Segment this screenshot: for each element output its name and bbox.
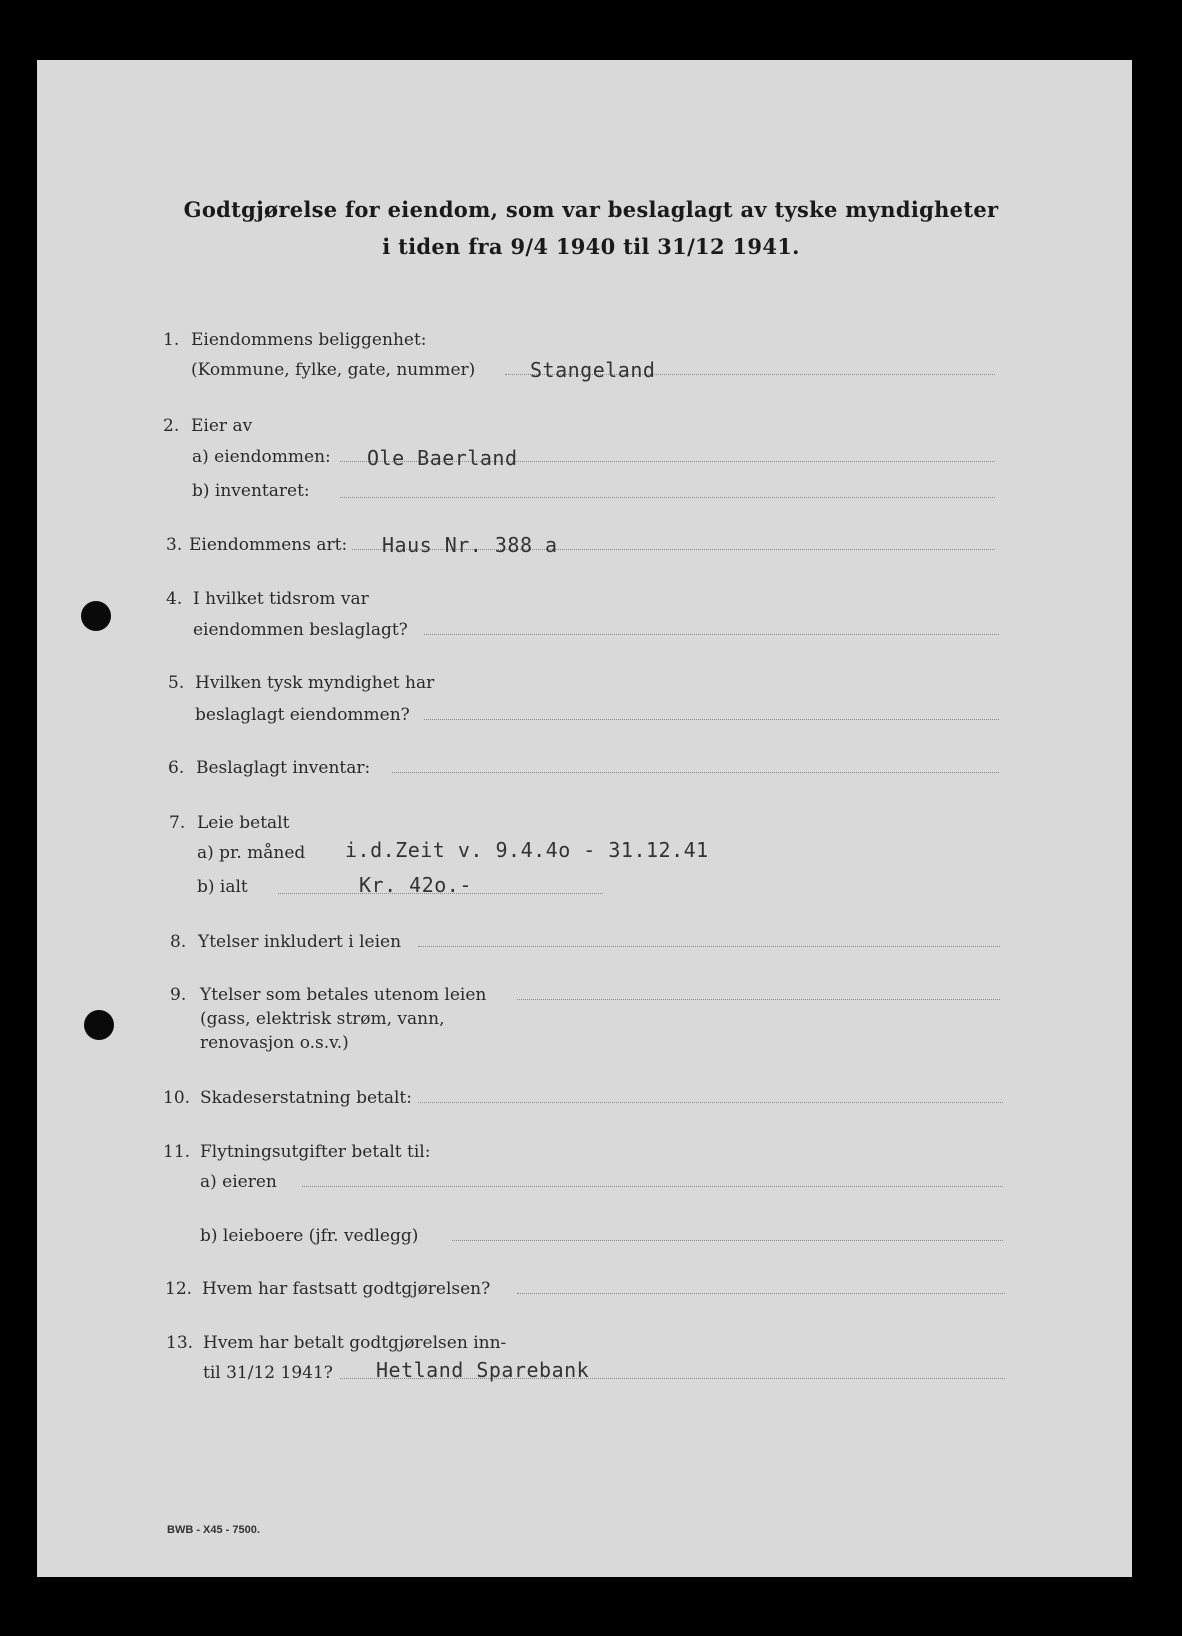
form-footer-code: BWB - X45 - 7500. xyxy=(167,1524,260,1536)
q2a-answer: Ole Baerland xyxy=(367,446,518,470)
q12-label: Hvem har fastsatt godtgjørelsen? xyxy=(202,1279,491,1299)
q9-number: 9. xyxy=(170,985,187,1005)
q6-number: 6. xyxy=(168,758,185,778)
q13-sublabel: til 31/12 1941? xyxy=(203,1363,333,1383)
q12-number: 12. xyxy=(165,1279,193,1299)
q4-label: I hvilket tidsrom var xyxy=(193,589,369,609)
q13-number: 13. xyxy=(166,1333,194,1353)
q11a-label: a) eieren xyxy=(200,1172,277,1192)
q2-label: Eier av xyxy=(191,416,253,436)
q11-label: Flytningsutgifter betalt til: xyxy=(200,1142,431,1162)
q1-number: 1. xyxy=(163,330,180,350)
q5-label: Hvilken tysk myndighet har xyxy=(195,673,435,693)
q7-label: Leie betalt xyxy=(197,813,290,833)
q4-sublabel: eiendommen beslaglagt? xyxy=(193,620,408,640)
q10-answer-line xyxy=(418,1102,1003,1103)
q3-number: 3. xyxy=(166,535,183,555)
form-title-line2: i tiden fra 9/4 1940 til 31/12 1941. xyxy=(382,234,800,259)
q9-label: Ytelser som betales utenom leien xyxy=(200,985,487,1005)
q7a-answer: i.d.Zeit v. 9.4.4o - 31.12.41 xyxy=(345,838,709,862)
q9-sublabel-2: renovasjon o.s.v.) xyxy=(200,1033,349,1053)
q1-label: Eiendommens beliggenhet: xyxy=(191,330,427,350)
q4-number: 4. xyxy=(166,589,183,609)
q7b-answer: Kr. 42o.- xyxy=(359,873,472,897)
q4-answer-line xyxy=(424,634,999,635)
punch-hole-top xyxy=(81,601,111,631)
q8-label: Ytelser inkludert i leien xyxy=(198,932,402,952)
q13-answer: Hetland Sparebank xyxy=(376,1358,590,1382)
q10-label: Skadeserstatning betalt: xyxy=(200,1088,412,1108)
q12-answer-line xyxy=(517,1293,1005,1294)
q10-number: 10. xyxy=(163,1088,191,1108)
q1-answer: Stangeland xyxy=(530,358,656,382)
q5-sublabel: beslaglagt eiendommen? xyxy=(195,705,410,725)
q7a-label: a) pr. måned xyxy=(197,843,306,863)
q11b-answer-line xyxy=(452,1240,1003,1241)
q11b-label: b) leieboere (jfr. vedlegg) xyxy=(200,1226,419,1246)
q2b-label: b) inventaret: xyxy=(192,481,310,501)
q7-number: 7. xyxy=(169,813,186,833)
q13-label: Hvem har betalt godtgjørelsen inn- xyxy=(203,1333,507,1353)
q8-number: 8. xyxy=(170,932,187,952)
q2a-label: a) eiendommen: xyxy=(192,447,331,467)
q9-answer-line xyxy=(517,999,1000,1000)
q3-answer: Haus Nr. 388 a xyxy=(382,533,558,557)
q9-sublabel-1: (gass, elektrisk strøm, vann, xyxy=(200,1009,445,1029)
q11-number: 11. xyxy=(163,1142,191,1162)
q5-number: 5. xyxy=(168,673,185,693)
q7b-label: b) ialt xyxy=(197,877,248,897)
q6-answer-line xyxy=(392,772,999,773)
q2-number: 2. xyxy=(163,416,180,436)
q2b-answer-line xyxy=(340,497,995,498)
q8-answer-line xyxy=(418,946,1000,947)
q1-sublabel: (Kommune, fylke, gate, nummer) xyxy=(191,360,476,380)
q3-label: Eiendommens art: xyxy=(189,535,348,555)
q11a-answer-line xyxy=(302,1186,1003,1187)
punch-hole-bottom xyxy=(84,1010,114,1040)
q6-label: Beslaglagt inventar: xyxy=(196,758,371,778)
form-title-line1: Godtgjørelse for eiendom, som var beslaglagt av tyske myndigheter xyxy=(183,197,999,222)
q5-answer-line xyxy=(424,719,999,720)
